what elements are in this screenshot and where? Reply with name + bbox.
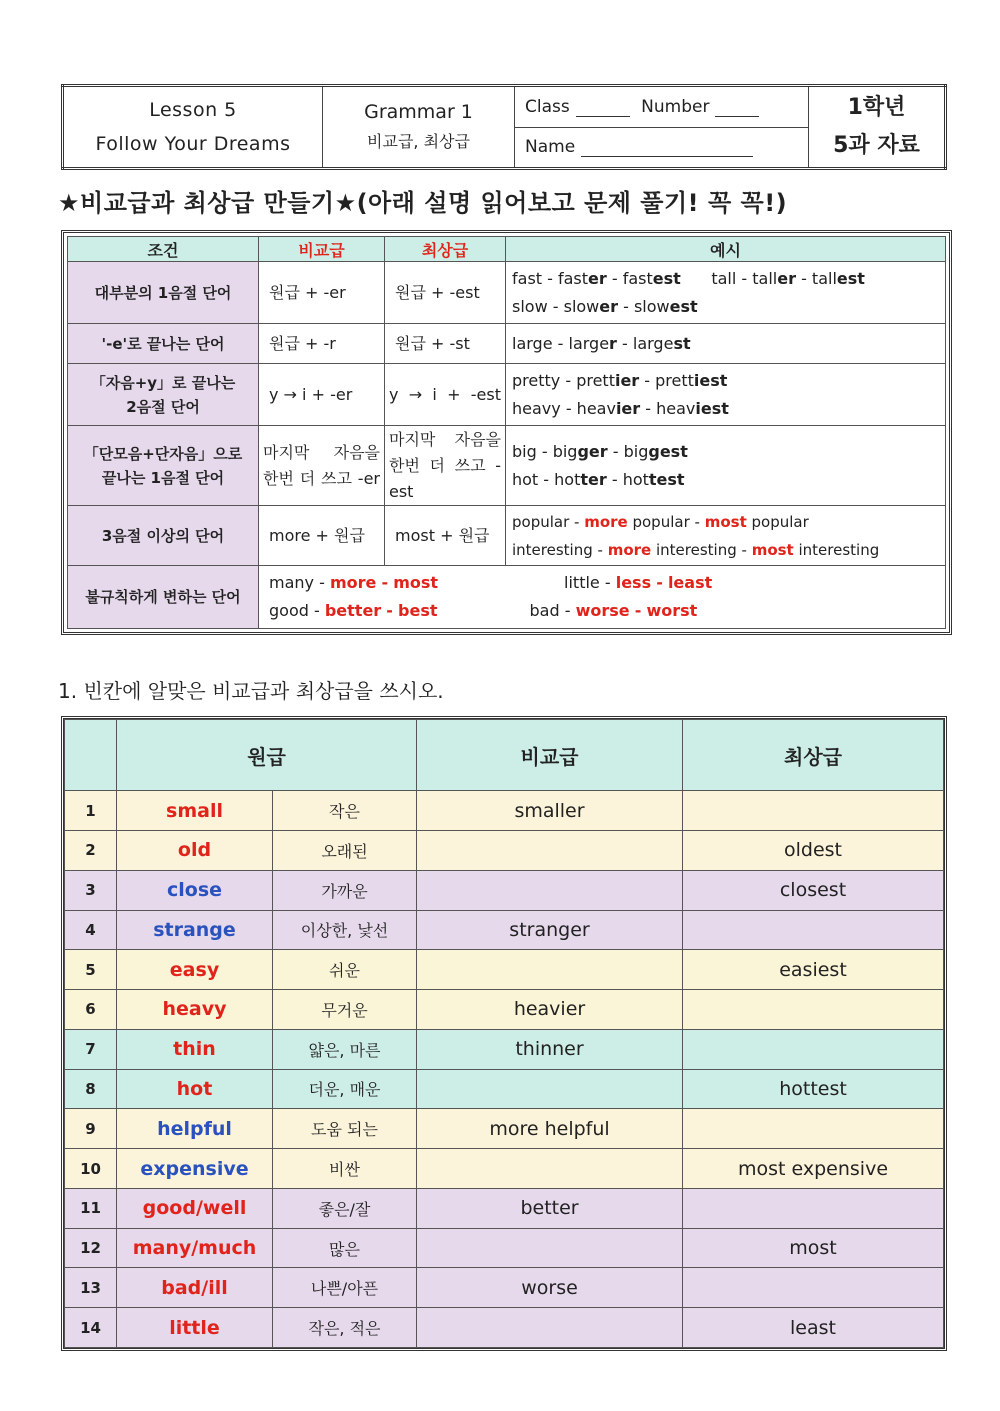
exercise-table — [64, 719, 944, 1348]
superlative-answer[interactable] — [683, 791, 944, 831]
exercise-row — [65, 870, 944, 910]
row-number: 4 — [65, 910, 117, 950]
superlative-answer[interactable]: closest — [683, 870, 944, 910]
comparative-answer[interactable] — [417, 831, 683, 871]
grammar-cell — [323, 86, 515, 169]
word-meaning: 무거운 — [273, 990, 417, 1030]
comparative-answer[interactable] — [417, 1308, 683, 1348]
rule-superlative: most + 원급 — [385, 506, 506, 566]
comparative-answer[interactable] — [417, 950, 683, 990]
base-word: strange — [117, 910, 273, 950]
superlative-answer[interactable]: oldest — [683, 831, 944, 871]
word-meaning: 이상한, 낯선 — [273, 910, 417, 950]
comparative-answer[interactable] — [417, 1069, 683, 1109]
name-field[interactable] — [515, 127, 809, 169]
row-number: 1 — [65, 791, 117, 831]
example-line: interesting - more interesting - most interesting — [512, 540, 880, 559]
superlative-answer[interactable] — [683, 1268, 944, 1308]
grammar-subtitle: 비교급, 최상급 — [367, 132, 470, 151]
superlative-answer[interactable]: most — [683, 1228, 944, 1268]
header-box — [61, 84, 947, 170]
exercise-header-number — [65, 720, 117, 791]
rule-condition: '-e'로 끝나는 단어 — [68, 324, 259, 364]
comparative-answer[interactable]: thinner — [417, 1029, 683, 1069]
superlative-answer[interactable] — [683, 1188, 944, 1228]
exercise-header-base: 원급 — [117, 720, 417, 791]
base-word: bad/ill — [117, 1268, 273, 1308]
superlative-answer[interactable]: most expensive — [683, 1149, 944, 1189]
row-number: 7 — [65, 1029, 117, 1069]
word-meaning: 좋은/잘 — [273, 1188, 417, 1228]
example-line: fast - faster - fastest tall - taller - tallest — [512, 268, 865, 288]
base-word: heavy — [117, 990, 273, 1030]
word-meaning: 얇은, 마른 — [273, 1029, 417, 1069]
exercise-row — [65, 1308, 944, 1348]
row-number: 12 — [65, 1228, 117, 1268]
exercise-row — [65, 1228, 944, 1268]
base-word: small — [117, 791, 273, 831]
base-word: expensive — [117, 1149, 273, 1189]
rule-row — [68, 324, 946, 364]
rules-table-frame — [61, 230, 952, 635]
word-meaning: 나쁜/아픈 — [273, 1268, 417, 1308]
word-meaning: 많은 — [273, 1228, 417, 1268]
superlative-answer[interactable]: least — [683, 1308, 944, 1348]
word-meaning: 작은, 적은 — [273, 1308, 417, 1348]
rules-header-example: 예시 — [506, 237, 946, 262]
exercise-row — [65, 990, 944, 1030]
rule-condition: 대부분의 1음절 단어 — [68, 262, 259, 324]
lesson-cell — [63, 86, 323, 169]
rules-header-row — [68, 237, 946, 262]
base-word: helpful — [117, 1109, 273, 1149]
rule-row — [68, 566, 946, 629]
word-meaning: 비싼 — [273, 1149, 417, 1189]
page-heading: ★비교급과 최상급 만들기★(아래 설명 읽어보고 문제 풀기! 꼭 꼭!) — [58, 189, 788, 217]
example-line: slow - slower - slowest — [512, 296, 698, 316]
rule-condition: 3음절 이상의 단어 — [68, 506, 259, 566]
rule-row — [68, 364, 946, 426]
rules-table — [67, 236, 946, 629]
irregular-examples — [259, 566, 946, 629]
comparative-answer[interactable]: worse — [417, 1268, 683, 1308]
rule-comparative: y → i + -er — [259, 364, 385, 426]
exercise-header-superlative: 최상급 — [683, 720, 944, 791]
word-meaning: 도움 되는 — [273, 1109, 417, 1149]
exercise-row — [65, 910, 944, 950]
rule-example — [506, 262, 946, 324]
exercise-row — [65, 831, 944, 871]
rule-comparative: 원급 + -r — [259, 324, 385, 364]
rule-comparative: more + 원급 — [259, 506, 385, 566]
exercise-row — [65, 1268, 944, 1308]
exercise-row — [65, 950, 944, 990]
row-number: 13 — [65, 1268, 117, 1308]
base-word: old — [117, 831, 273, 871]
base-word: easy — [117, 950, 273, 990]
rule-superlative: 원급 + -st — [385, 324, 506, 364]
exercise-table-frame — [61, 716, 947, 1351]
word-meaning: 쉬운 — [273, 950, 417, 990]
name-blank[interactable] — [581, 156, 753, 157]
rules-header-superlative: 최상급 — [385, 237, 506, 262]
rule-condition: 「단모음+단자음」으로 끝나는 1음절 단어 — [68, 426, 259, 506]
rule-condition: 「자음+y」로 끝나는 2음절 단어 — [68, 364, 259, 426]
base-word: hot — [117, 1069, 273, 1109]
exercise-header-row — [65, 720, 944, 791]
word-meaning: 가까운 — [273, 870, 417, 910]
row-number: 2 — [65, 831, 117, 871]
class-label: Class — [525, 96, 570, 117]
base-word: many/much — [117, 1228, 273, 1268]
row-number: 14 — [65, 1308, 117, 1348]
example-line: big - bigger - biggest — [512, 441, 688, 461]
rule-superlative: 원급 + -est — [385, 262, 506, 324]
rule-example — [506, 426, 946, 506]
example-line: good - better - best bad - worse - worst — [269, 601, 698, 620]
base-word: thin — [117, 1029, 273, 1069]
lesson-number: Lesson 5 — [149, 99, 237, 121]
row-number: 6 — [65, 990, 117, 1030]
example-line: popular - more popular - most popular — [512, 512, 809, 531]
comparative-answer[interactable] — [417, 870, 683, 910]
superlative-answer[interactable] — [683, 990, 944, 1030]
number-label: Number — [641, 96, 710, 117]
rule-condition: 불규칙하게 변하는 단어 — [68, 566, 259, 629]
row-number: 9 — [65, 1109, 117, 1149]
exercise-row — [65, 1149, 944, 1189]
row-number: 3 — [65, 870, 117, 910]
class-blank[interactable] — [576, 116, 630, 117]
superlative-answer[interactable] — [683, 1109, 944, 1149]
example-line: large - larger - largest — [512, 333, 691, 353]
comparative-answer[interactable] — [417, 1228, 683, 1268]
rules-header-comparative: 비교급 — [259, 237, 385, 262]
base-word: close — [117, 870, 273, 910]
base-word: good/well — [117, 1188, 273, 1228]
rule-example — [506, 364, 946, 426]
example-line: pretty - prettier - prettiest — [512, 370, 728, 390]
grade-label: 1학년 — [847, 95, 906, 120]
rule-superlative: y → i + -est — [385, 364, 506, 426]
rule-row — [68, 426, 946, 506]
superlative-answer[interactable]: easiest — [683, 950, 944, 990]
exercise-row — [65, 1109, 944, 1149]
rule-example — [506, 324, 946, 364]
grammar-title: Grammar 1 — [364, 101, 473, 123]
question-prompt: 1. 빈칸에 알맞은 비교급과 최상급을 쓰시오. — [58, 679, 444, 703]
word-meaning: 작은 — [273, 791, 417, 831]
example-line: heavy - heavier - heaviest — [512, 398, 729, 418]
exercise-row — [65, 1188, 944, 1228]
rule-comparative: 원급 + -er — [259, 262, 385, 324]
row-number: 11 — [65, 1188, 117, 1228]
comparative-answer[interactable]: heavier — [417, 990, 683, 1030]
comparative-answer[interactable]: stranger — [417, 910, 683, 950]
word-meaning: 더운, 매운 — [273, 1069, 417, 1109]
example-line: hot - hotter - hottest — [512, 469, 685, 489]
row-number: 8 — [65, 1069, 117, 1109]
superlative-answer[interactable] — [683, 910, 944, 950]
comparative-answer[interactable]: better — [417, 1188, 683, 1228]
rule-comparative: 마지막 자음을 한번 더 쓰고 -er — [259, 426, 385, 506]
exercise-row — [65, 1069, 944, 1109]
comparative-answer[interactable] — [417, 1149, 683, 1189]
name-label: Name — [525, 137, 576, 158]
rule-row — [68, 506, 946, 566]
word-meaning: 오래된 — [273, 831, 417, 871]
comparative-answer[interactable]: more helpful — [417, 1109, 683, 1149]
row-number: 5 — [65, 950, 117, 990]
rules-header-condition: 조건 — [68, 237, 259, 262]
class-number-field[interactable] — [515, 86, 809, 128]
rule-example — [506, 506, 946, 566]
rule-superlative: 마지막 자음을 한번 더 쓰고 -est — [385, 426, 506, 506]
example-line: many - more - most little - less - least — [269, 573, 713, 592]
rule-row — [68, 262, 946, 324]
number-blank[interactable] — [715, 116, 759, 117]
exercise-row — [65, 1029, 944, 1069]
exercise-header-comparative: 비교급 — [417, 720, 683, 791]
exercise-row — [65, 791, 944, 831]
unit-label: 5과 자료 — [833, 133, 920, 158]
row-number: 10 — [65, 1149, 117, 1189]
lesson-title: Follow Your Dreams — [95, 133, 291, 155]
grade-cell — [809, 86, 946, 169]
base-word: little — [117, 1308, 273, 1348]
comparative-answer[interactable]: smaller — [417, 791, 683, 831]
superlative-answer[interactable] — [683, 1029, 944, 1069]
superlative-answer[interactable]: hottest — [683, 1069, 944, 1109]
